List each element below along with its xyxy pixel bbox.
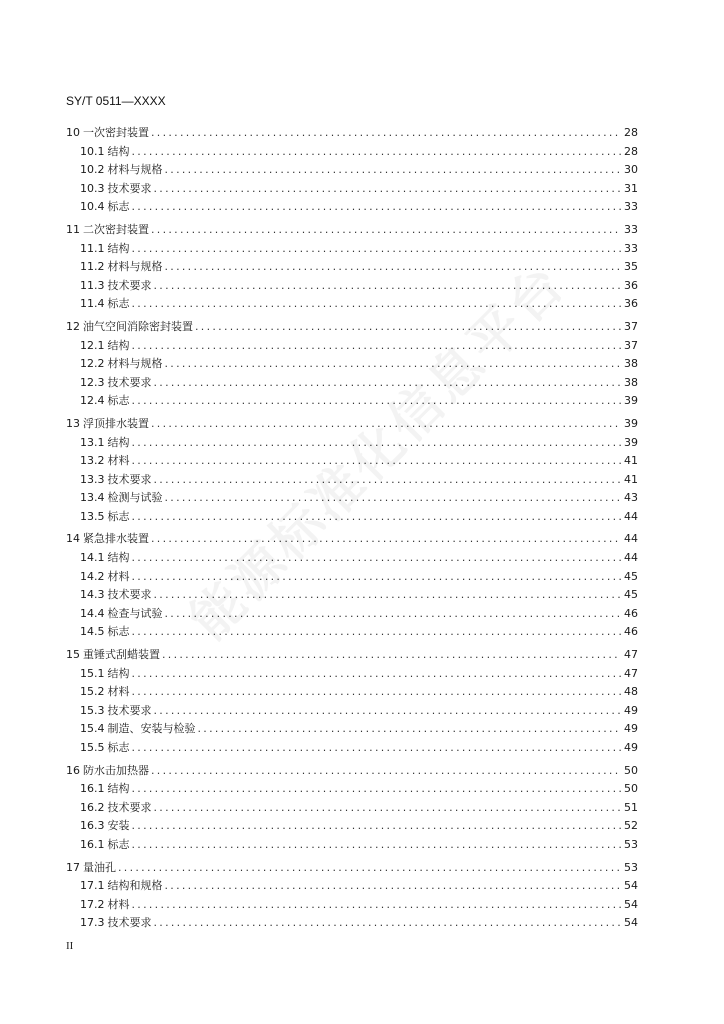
toc-page-number: 50 [624, 763, 638, 777]
toc-leader-dots [165, 355, 622, 374]
toc-number: 14.1 [80, 551, 105, 565]
toc-number: 11.4 [80, 297, 105, 311]
toc-leader-dots [154, 702, 622, 721]
toc-page-number: 49 [624, 703, 638, 717]
toc-number: 14.3 [80, 588, 105, 602]
page-number: II [66, 940, 74, 952]
toc-entry-11[interactable] [66, 221, 638, 240]
toc-leader-dots [132, 896, 622, 915]
toc-leader-dots [132, 337, 622, 356]
toc-title: 二次密封装置 [83, 222, 149, 236]
toc-page-number: 38 [624, 375, 638, 389]
toc-number: 14 [66, 532, 80, 546]
toc-subentry-15-5[interactable] [66, 739, 638, 758]
toc-title: 结构 [107, 338, 130, 352]
toc-subentry-10-3[interactable] [66, 180, 638, 199]
toc-section-17 [66, 859, 638, 933]
toc-subentry-16-1[interactable] [66, 780, 638, 799]
toc-number: 17.3 [80, 916, 105, 930]
toc-page-number: 53 [624, 860, 638, 874]
toc-number: 10.2 [80, 163, 105, 177]
toc-page-number: 33 [624, 241, 638, 255]
toc-section-12 [66, 318, 638, 411]
toc-title: 结构 [107, 782, 130, 796]
toc-page-number: 45 [624, 569, 638, 583]
toc-page-number: 47 [624, 648, 638, 662]
document-id: SY/T 0511—XXXX [66, 94, 166, 108]
toc-leader-dots [132, 780, 622, 799]
toc-title: 材料与规格 [107, 357, 163, 371]
toc-title: 标志 [107, 200, 130, 214]
toc-subentry-17-1[interactable] [66, 877, 638, 896]
toc-page-number: 38 [624, 357, 638, 371]
toc-leader-dots [132, 143, 622, 162]
toc-leader-dots [154, 180, 622, 199]
toc-subentry-17-2[interactable] [66, 896, 638, 915]
toc-number: 16 [66, 763, 80, 777]
toc-number: 13.3 [80, 472, 105, 486]
toc-page-number: 54 [624, 916, 638, 930]
toc-number: 12.4 [80, 394, 105, 408]
toc-page-number: 44 [624, 509, 638, 523]
toc-title: 结构 [107, 144, 130, 158]
toc-title: 技术要求 [107, 375, 152, 389]
toc-leader-dots [195, 318, 621, 337]
toc-leader-dots [132, 508, 622, 527]
table-of-contents [66, 124, 638, 937]
toc-subentry-14-1[interactable] [66, 549, 638, 568]
toc-leader-dots [132, 817, 622, 836]
toc-subentry-12-1[interactable] [66, 337, 638, 356]
toc-page-number: 49 [624, 722, 638, 736]
toc-leader-dots [154, 914, 622, 933]
toc-title: 制造、安装与检验 [107, 722, 196, 736]
toc-number: 13 [66, 416, 80, 430]
toc-number: 16.2 [80, 800, 105, 814]
toc-number: 10.3 [80, 181, 105, 195]
toc-number: 17.2 [80, 897, 105, 911]
toc-page-number: 36 [624, 297, 638, 311]
toc-title: 技术要求 [107, 916, 152, 930]
toc-number: 12.1 [80, 338, 105, 352]
toc-subentry-16-4[interactable] [66, 836, 638, 855]
toc-page-number: 48 [624, 685, 638, 699]
toc-title: 材料 [107, 569, 130, 583]
toc-leader-dots [132, 665, 622, 684]
toc-leader-dots [151, 762, 621, 781]
toc-number: 13.1 [80, 435, 105, 449]
toc-subentry-15-2[interactable] [66, 683, 638, 702]
toc-leader-dots [198, 720, 622, 739]
toc-title: 结构 [107, 551, 130, 565]
toc-number: 15.3 [80, 703, 105, 717]
toc-number: 15.1 [80, 666, 105, 680]
toc-page-number: 51 [624, 800, 638, 814]
toc-leader-dots [165, 489, 622, 508]
toc-title: 结构 [107, 435, 130, 449]
toc-title: 重锤式刮蜡装置 [83, 648, 160, 662]
toc-title: 一次密封装置 [83, 126, 149, 139]
toc-number: 12 [66, 319, 80, 333]
toc-number: 16.1 [80, 782, 105, 796]
toc-number: 16.3 [80, 819, 105, 833]
toc-subentry-15-3[interactable] [66, 702, 638, 721]
toc-entry-15[interactable] [66, 646, 638, 665]
toc-subentry-14-4[interactable] [66, 605, 638, 624]
toc-leader-dots [132, 739, 622, 758]
toc-number: 11.1 [80, 241, 105, 255]
toc-page-number: 28 [624, 126, 638, 139]
toc-subentry-14-2[interactable] [66, 568, 638, 587]
toc-leader-dots [151, 124, 621, 143]
toc-number: 10.1 [80, 144, 105, 158]
toc-title: 标志 [107, 741, 130, 754]
toc-number: 15.2 [80, 685, 105, 699]
toc-page-number: 37 [624, 338, 638, 352]
toc-page-number: 50 [624, 782, 638, 796]
toc-number: 15 [66, 648, 80, 662]
toc-title: 技术要求 [107, 472, 152, 486]
toc-title: 技术要求 [107, 703, 152, 717]
toc-entry-10[interactable] [66, 124, 638, 143]
toc-number: 12.2 [80, 357, 105, 371]
toc-page-number: 46 [624, 606, 638, 620]
toc-page-number: 39 [624, 416, 638, 430]
toc-leader-dots [132, 198, 622, 217]
toc-number: 17.1 [80, 879, 105, 893]
toc-subentry-10-4[interactable] [66, 198, 638, 217]
toc-subentry-16-3[interactable] [66, 817, 638, 836]
toc-page-number: 43 [624, 491, 638, 505]
toc-number: 13.5 [80, 509, 105, 523]
toc-leader-dots [132, 836, 622, 855]
toc-subentry-17-3[interactable] [66, 914, 638, 933]
toc-number: 15.4 [80, 722, 105, 736]
toc-subentry-12-2[interactable] [66, 355, 638, 374]
toc-leader-dots [154, 799, 622, 818]
toc-section-15 [66, 646, 638, 758]
toc-number: 14.2 [80, 569, 105, 583]
toc-number: 17 [66, 860, 80, 874]
toc-title: 标志 [107, 394, 130, 408]
toc-subentry-10-1[interactable] [66, 143, 638, 162]
toc-number: 11.2 [80, 260, 105, 274]
toc-entry-17[interactable] [66, 859, 638, 878]
toc-page-number: 54 [624, 879, 638, 893]
toc-page-number: 53 [624, 837, 638, 851]
toc-section-16 [66, 762, 638, 855]
toc-leader-dots [165, 161, 622, 180]
toc-page-number: 46 [624, 625, 638, 639]
toc-page-number: 39 [624, 394, 638, 408]
toc-title: 检测与试验 [107, 491, 163, 505]
toc-title: 材料 [107, 454, 130, 468]
toc-leader-dots [132, 683, 622, 702]
toc-title: 油气空间消除密封装置 [83, 319, 193, 333]
toc-subentry-12-4[interactable] [66, 392, 638, 411]
toc-page-number: 44 [624, 532, 638, 546]
toc-page-number: 33 [624, 200, 638, 214]
toc-number: 14.4 [80, 606, 105, 620]
toc-title: 材料与规格 [107, 260, 163, 274]
toc-entry-14[interactable] [66, 530, 638, 549]
toc-title: 技术要求 [107, 588, 152, 602]
toc-title: 材料 [107, 897, 130, 911]
toc-number: 12.3 [80, 375, 105, 389]
toc-title: 技术要求 [107, 800, 152, 814]
toc-subentry-11-1[interactable] [66, 240, 638, 259]
toc-title: 技术要求 [107, 181, 152, 195]
toc-title: 标志 [107, 509, 130, 523]
toc-leader-dots [118, 859, 621, 878]
toc-page-number: 47 [624, 666, 638, 680]
toc-title: 材料与规格 [107, 163, 163, 177]
toc-title: 结构 [107, 241, 130, 255]
toc-number: 15.5 [80, 741, 105, 754]
toc-page-number: 28 [624, 144, 638, 158]
toc-page-number: 33 [624, 222, 638, 236]
toc-page-number: 44 [624, 551, 638, 565]
toc-page-number: 52 [624, 819, 638, 833]
toc-number: 10 [66, 126, 80, 139]
toc-title: 结构和规格 [107, 879, 163, 893]
toc-page-number: 31 [624, 181, 638, 195]
toc-title: 标志 [107, 625, 130, 639]
toc-title: 材料 [107, 685, 130, 699]
toc-title: 浮顶排水装置 [83, 416, 149, 430]
toc-title: 检查与试验 [107, 606, 163, 620]
toc-subentry-15-4[interactable] [66, 720, 638, 739]
toc-number: 13.4 [80, 491, 105, 505]
toc-page-number: 30 [624, 163, 638, 177]
toc-subentry-14-3[interactable] [66, 586, 638, 605]
toc-number: 11 [66, 222, 80, 236]
toc-title: 紧急排水装置 [83, 532, 149, 546]
toc-page-number: 35 [624, 260, 638, 274]
toc-page-number: 54 [624, 897, 638, 911]
toc-page-number: 37 [624, 319, 638, 333]
toc-page-number: 41 [624, 472, 638, 486]
toc-leader-dots [132, 240, 622, 259]
toc-number: 16.1 [80, 837, 105, 851]
toc-subentry-14-5[interactable] [66, 623, 638, 642]
toc-leader-dots [151, 221, 621, 240]
toc-page-number: 45 [624, 588, 638, 602]
toc-title: 标志 [107, 297, 130, 311]
toc-title: 结构 [107, 666, 130, 680]
toc-number: 10.4 [80, 200, 105, 214]
toc-subentry-10-2[interactable] [66, 161, 638, 180]
toc-section-10 [66, 124, 638, 217]
toc-page-number: 41 [624, 454, 638, 468]
toc-number: 13.2 [80, 454, 105, 468]
toc-title: 防水击加热器 [83, 763, 149, 777]
toc-subentry-15-1[interactable] [66, 665, 638, 684]
toc-subentry-12-3[interactable] [66, 374, 638, 393]
toc-entry-16[interactable] [66, 762, 638, 781]
toc-number: 14.5 [80, 625, 105, 639]
toc-leader-dots [151, 530, 621, 549]
toc-leader-dots [162, 646, 621, 665]
toc-section-14 [66, 530, 638, 642]
toc-title: 量油孔 [83, 860, 116, 874]
toc-page-number: 49 [624, 741, 638, 754]
toc-page-number: 39 [624, 435, 638, 449]
toc-title: 标志 [107, 837, 130, 851]
toc-title: 技术要求 [107, 278, 152, 292]
toc-page-number: 36 [624, 278, 638, 292]
toc-subentry-16-2[interactable] [66, 799, 638, 818]
toc-title: 安装 [107, 819, 130, 833]
toc-number: 11.3 [80, 278, 105, 292]
toc-leader-dots [165, 877, 622, 896]
